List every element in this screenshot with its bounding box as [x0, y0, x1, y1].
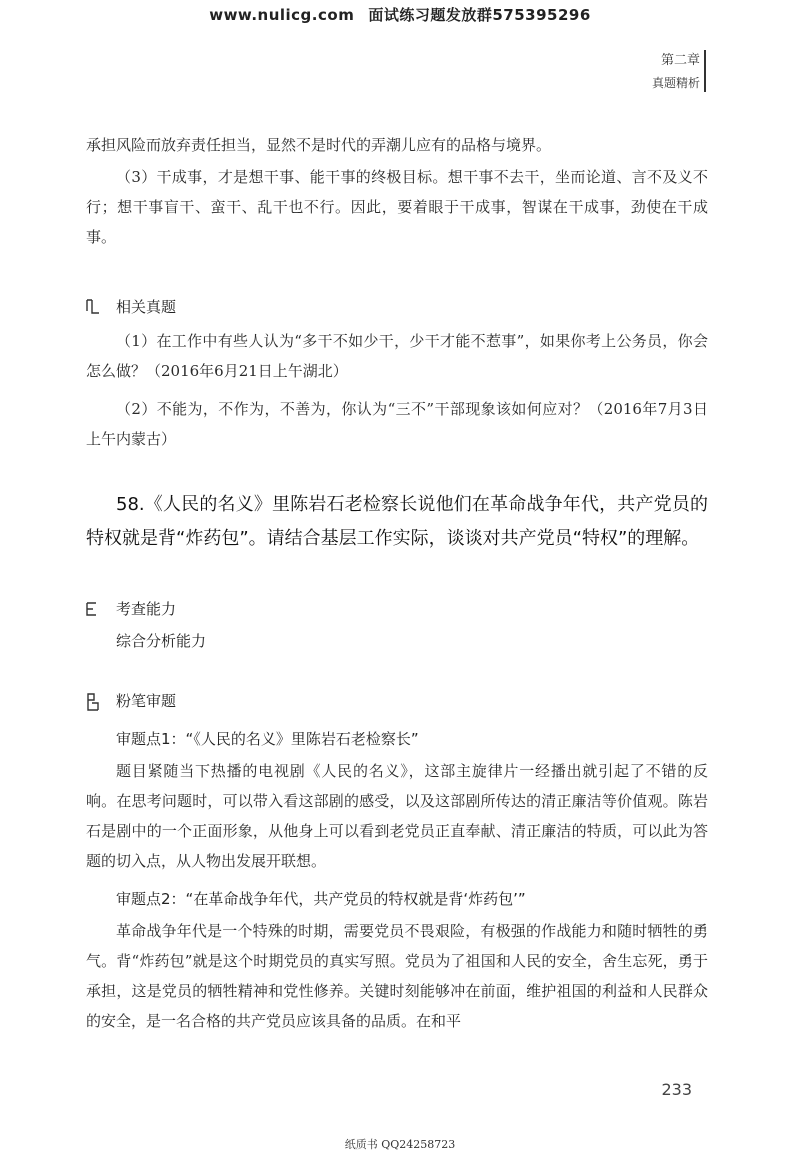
site-url: www.nulicg.com	[209, 6, 355, 24]
page-number: 233	[661, 1080, 692, 1099]
analysis-point-1: 审题点1：“《人民的名义》里陈岩石老检察长”	[116, 730, 419, 748]
footer-note: 纸质书 QQ24258723	[344, 1138, 456, 1151]
bracket-icon	[86, 693, 100, 709]
chapter-block	[652, 52, 700, 92]
analysis-point-2: 审题点2：“在革命战争年代，共产党员的特权就是背‘炸药包’”	[116, 890, 526, 908]
ability-value: 综合分析能力	[116, 632, 207, 650]
analysis-section-heading	[86, 690, 176, 711]
question-58: 58.《人民的名义》里陈岩石老检察长说他们在革命战争年代，共产党员的特权就是背“炸药包”。请结合基层工作实际，谈谈对共产党员“特权”的理解。	[86, 494, 708, 549]
analysis-paragraph-2: 革命战争年代是一个特殊的时期，需要党员不畏艰险，有极强的作战能力和随时牺牲的勇气。背“炸药包”就是这个时期党员的真实写照。党员为了祖国和人民的安全，舍生忘死，勇于承担，这是党员的牺牲精神和党性修养。关键时刻能够冲在前面，维护祖国的利益和人民群众的安全，是一名合格的共产党员应该具备的品质。在和平	[86, 922, 708, 1030]
related-section-heading	[86, 296, 176, 317]
group-text: 面试练习题发放群575395296	[368, 6, 591, 24]
paragraph-point3: （3）干成事，才是想干事、能干事的终极目标。想干事不去干，坐而论道、言不及义不行；想干事盲干、蛮干、乱干也不行。因此，要着眼于干成事，智谋在干成事，劲使在干成事。	[86, 168, 708, 246]
related-question-2: （2）不能为，不作为，不善为，你认为“三不”干部现象该如何应对？（2016年7月3日上午内蒙古）	[86, 400, 708, 448]
bracket-icon	[86, 299, 100, 315]
ability-title: 考查能力	[116, 600, 177, 618]
chapter-divider	[704, 50, 706, 92]
bracket-icon	[86, 601, 100, 617]
related-title: 相关真题	[116, 298, 177, 316]
chapter-subtitle: 真题精析	[651, 76, 700, 90]
analysis-title: 粉笔审题	[116, 692, 177, 710]
ability-section-heading	[86, 598, 176, 619]
header-watermark	[0, 4, 800, 25]
chapter-label: 第二章	[660, 53, 700, 68]
related-question-1: （1）在工作中有些人认为“多干不如少干，少干才能不惹事”，如果你考上公务员，你会怎么做？（2016年6月21日上午湖北）	[86, 332, 708, 380]
paragraph-continued: 承担风险而放弃责任担当，显然不是时代的弄潮儿应有的品格与境界。	[86, 136, 552, 154]
analysis-paragraph-1: 题目紧随当下热播的电视剧《人民的名义》，这部主旋律片一经播出就引起了不错的反响。在思考问题时，可以带入看这部剧的感受，以及这部剧所传达的清正廉洁等价值观。陈岩石是剧中的一个正面形象，从他身上可以看到老党员正直奉献、清正廉洁的特质，可以此为答题的切入点，从人物出发展开联想。	[86, 762, 708, 870]
